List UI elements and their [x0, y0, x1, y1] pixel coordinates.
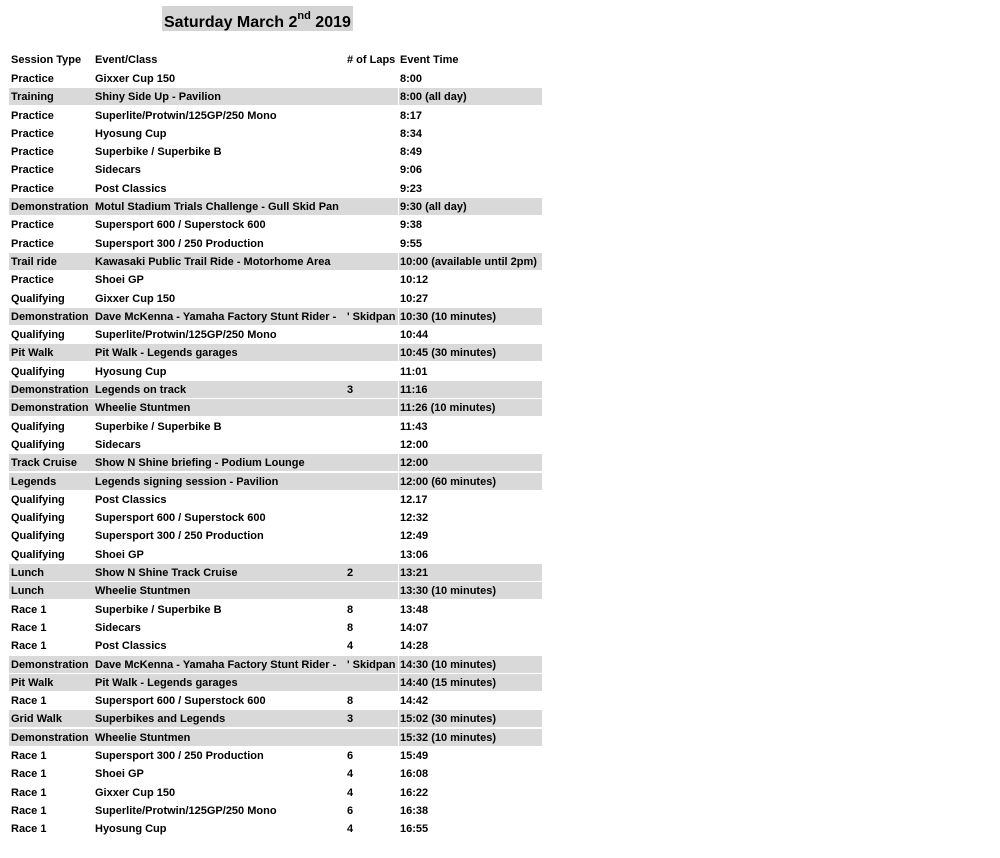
table-row [0, 271, 1000, 289]
table-row [0, 308, 1000, 326]
cell-session-type: Training [9, 88, 93, 105]
title-main: Saturday March 2 [164, 14, 298, 32]
cell-event-time: 12.17 [400, 493, 428, 506]
cell-session-type: Qualifying [11, 329, 65, 342]
table-row [0, 326, 1000, 344]
cell-laps: ' Skidpan [346, 656, 398, 673]
table-header [0, 52, 1000, 68]
cell-session-type: Grid Walk [9, 710, 93, 727]
cell-event-time: 11:26 (10 minutes) [399, 399, 542, 416]
table-row [0, 399, 1000, 417]
cell-event-time: 8:17 [400, 109, 423, 122]
cell-session-type: Track Cruise [9, 454, 93, 471]
table-row [0, 363, 1000, 381]
cell-session-type: Race 1 [11, 768, 47, 781]
table-row [0, 88, 1000, 106]
cell-event-class: Shiny Side Up - Pavilion [93, 88, 346, 105]
cell-laps [346, 107, 398, 124]
cell-laps [346, 509, 398, 526]
table-row [0, 637, 1000, 655]
cell-laps [346, 418, 398, 435]
cell-event-time: 13:48 [400, 603, 429, 616]
cell-event-time: 10:27 [400, 292, 429, 305]
cell-event-class: Post Classics [95, 493, 167, 506]
header-event-class: Event/Class [95, 54, 158, 66]
cell-laps: 4 [347, 786, 354, 799]
cell-event-class: Hyosung Cup [95, 127, 167, 140]
cell-event-time: 9:06 [400, 164, 423, 177]
cell-laps [346, 253, 398, 270]
cell-event-time: 13:06 [400, 548, 429, 561]
cell-event-time: 10:45 (30 minutes) [399, 344, 542, 361]
cell-event-time: 12:00 [399, 454, 542, 471]
cell-session-type: Qualifying [11, 548, 65, 561]
table-row [0, 235, 1000, 253]
title-year: 2019 [310, 14, 351, 32]
cell-laps [346, 436, 398, 453]
title-ordinal: nd [297, 10, 311, 22]
cell-laps [346, 70, 398, 87]
cell-event-time: 11:01 [400, 365, 428, 378]
cell-event-class: Superlite/Protwin/125GP/250 Mono [95, 329, 277, 342]
cell-event-time: 16:22 [400, 786, 429, 799]
cell-session-type: Race 1 [11, 786, 47, 799]
cell-event-time: 11:43 [400, 420, 428, 433]
table-row [0, 582, 1000, 600]
cell-laps [346, 125, 398, 142]
cell-event-class: Superlite/Protwin/125GP/250 Mono [95, 109, 277, 122]
table-row [0, 692, 1000, 710]
cell-event-class: Supersport 600 / Superstock 600 [95, 512, 266, 525]
cell-event-time: 12:32 [400, 512, 429, 525]
cell-laps: 6 [347, 749, 354, 762]
cell-laps [346, 399, 398, 416]
cell-event-class: Shoei GP [95, 548, 144, 561]
table-row [0, 216, 1000, 234]
table-row [0, 381, 1000, 399]
cell-event-time: 10:30 (10 minutes) [399, 308, 542, 325]
cell-session-type: Qualifying [11, 365, 65, 378]
cell-laps: 8 [347, 621, 354, 634]
cell-event-class: Motul Stadium Trials Challenge - Gull Skid Pan [93, 198, 346, 215]
cell-event-class: Superbikes and Legends [93, 710, 346, 727]
cell-event-time: 10:44 [400, 329, 429, 342]
table-row [0, 180, 1000, 198]
cell-event-time: 13:21 [399, 564, 542, 581]
table-row [0, 418, 1000, 436]
cell-event-class: Gixxer Cup 150 [95, 292, 176, 305]
cell-session-type: Demonstration [9, 729, 93, 746]
table-row [0, 546, 1000, 564]
cell-event-time: 14:07 [400, 621, 429, 634]
cell-session-type: Practice [11, 127, 54, 140]
cell-laps [346, 161, 398, 178]
cell-event-class: Pit Walk - Legends garages [93, 344, 346, 361]
table-row [0, 290, 1000, 308]
cell-event-time: 14:30 (10 minutes) [399, 656, 542, 673]
cell-event-class: Kawasaki Public Trail Ride - Motorhome Area [93, 253, 346, 270]
cell-laps [346, 473, 398, 490]
table-row [0, 729, 1000, 747]
cell-event-time: 11:16 [399, 381, 542, 398]
table-row [0, 344, 1000, 362]
cell-laps [346, 546, 398, 563]
table-row [0, 564, 1000, 582]
cell-event-time: 14:42 [400, 695, 429, 708]
cell-event-class: Shoei GP [95, 274, 144, 287]
cell-event-class: Post Classics [95, 182, 167, 195]
cell-laps [346, 344, 398, 361]
cell-event-time: 15:32 (10 minutes) [399, 729, 542, 746]
cell-event-time: 16:08 [400, 768, 429, 781]
cell-session-type: Lunch [9, 564, 93, 581]
cell-event-class: Pit Walk - Legends garages [93, 674, 346, 691]
cell-event-class: Wheelie Stuntmen [93, 399, 346, 416]
cell-laps [346, 454, 398, 471]
cell-event-time: 8:00 [400, 73, 423, 85]
cell-event-class: Post Classics [95, 640, 167, 653]
table-row [0, 253, 1000, 271]
cell-event-time: 10:00 (available until 2pm) [399, 253, 542, 270]
cell-event-time: 16:55 [400, 823, 429, 836]
cell-event-class: Gixxer Cup 150 [95, 786, 176, 799]
cell-session-type: Qualifying [11, 530, 65, 543]
cell-event-class: Supersport 300 / 250 Production [95, 237, 264, 250]
cell-session-type: Practice [11, 237, 54, 250]
cell-session-type: Race 1 [11, 823, 47, 836]
cell-event-class: Legends signing session - Pavilion [93, 473, 346, 490]
table-row [0, 454, 1000, 472]
cell-event-time: 9:30 (all day) [399, 198, 542, 215]
cell-session-type: Practice [11, 73, 54, 85]
cell-event-time: 9:23 [400, 182, 423, 195]
header-event-time: Event Time [400, 54, 459, 66]
cell-session-type: Race 1 [11, 749, 47, 762]
table-row [0, 527, 1000, 545]
cell-event-class: Supersport 300 / 250 Production [95, 749, 264, 762]
cell-session-type: Demonstration [9, 381, 93, 398]
cell-laps [346, 491, 398, 508]
cell-event-class: Sidecars [95, 621, 141, 634]
cell-laps: 4 [347, 640, 354, 653]
cell-laps [346, 674, 398, 691]
table-row [0, 70, 1000, 88]
cell-session-type: Qualifying [11, 292, 65, 305]
cell-session-type: Race 1 [11, 621, 47, 634]
cell-laps: ' Skidpan [346, 308, 398, 325]
table-row [0, 473, 1000, 491]
cell-event-class: Hyosung Cup [95, 365, 167, 378]
cell-event-class: Shoei GP [95, 768, 144, 781]
cell-event-time: 8:00 (all day) [399, 88, 542, 105]
cell-event-class: Supersport 600 / Superstock 600 [95, 219, 266, 232]
cell-session-type: Race 1 [11, 640, 47, 653]
cell-laps: 4 [347, 823, 354, 836]
cell-laps [346, 88, 398, 105]
cell-laps: 2 [346, 564, 398, 581]
cell-laps [346, 729, 398, 746]
cell-event-time: 13:30 (10 minutes) [399, 582, 542, 599]
cell-session-type: Practice [11, 109, 54, 122]
cell-session-type: Race 1 [11, 603, 47, 616]
cell-event-class: Superbike / Superbike B [95, 420, 222, 433]
table-row [0, 107, 1000, 125]
cell-event-class: Supersport 600 / Superstock 600 [95, 695, 266, 708]
table-row [0, 674, 1000, 692]
header-laps: # of Laps [347, 54, 396, 66]
cell-event-time: 14:40 (15 minutes) [399, 674, 542, 691]
table-row [0, 747, 1000, 765]
cell-event-class: Show N Shine briefing - Podium Lounge [93, 454, 346, 471]
cell-laps [346, 180, 398, 197]
page-title [164, 10, 351, 32]
table-row [0, 619, 1000, 637]
cell-event-class: Sidecars [95, 164, 141, 177]
cell-session-type: Qualifying [11, 438, 65, 451]
cell-event-time: 8:34 [400, 127, 423, 140]
table-row [0, 198, 1000, 216]
cell-session-type: Demonstration [9, 656, 93, 673]
cell-laps [346, 143, 398, 160]
cell-laps [346, 527, 398, 544]
cell-event-class: Gixxer Cup 150 [95, 73, 176, 85]
cell-event-class: Legends on track [93, 381, 346, 398]
table-row [0, 765, 1000, 783]
cell-session-type: Demonstration [9, 198, 93, 215]
cell-event-time: 10:12 [400, 274, 429, 287]
cell-laps: 6 [347, 804, 354, 817]
table-row [0, 784, 1000, 802]
cell-session-type: Pit Walk [9, 674, 93, 691]
cell-session-type: Practice [11, 164, 54, 177]
cell-laps: 3 [346, 381, 398, 398]
table-row [0, 161, 1000, 179]
table-row [0, 125, 1000, 143]
cell-session-type: Practice [11, 146, 54, 159]
cell-session-type: Demonstration [9, 308, 93, 325]
cell-event-time: 8:49 [400, 146, 423, 159]
table-row [0, 436, 1000, 454]
cell-event-time: 9:38 [400, 219, 423, 232]
cell-event-time: 14:28 [400, 640, 429, 653]
cell-laps [346, 326, 398, 343]
cell-event-class: Dave McKenna - Yamaha Factory Stunt Rider - [93, 308, 346, 325]
cell-session-type: Practice [11, 182, 54, 195]
cell-laps [346, 582, 398, 599]
cell-event-class: Superbike / Superbike B [95, 146, 222, 159]
cell-session-type: Race 1 [11, 804, 47, 817]
cell-event-class: Show N Shine Track Cruise [93, 564, 346, 581]
cell-session-type: Qualifying [11, 493, 65, 506]
table-row [0, 802, 1000, 820]
table-row [0, 820, 1000, 838]
cell-event-class: Supersport 300 / 250 Production [95, 530, 264, 543]
cell-event-class: Superlite/Protwin/125GP/250 Mono [95, 804, 277, 817]
cell-session-type: Trail ride [9, 253, 93, 270]
cell-laps [346, 198, 398, 215]
cell-laps: 8 [347, 603, 354, 616]
header-session-type: Session Type [11, 54, 82, 66]
table-row [0, 656, 1000, 674]
cell-event-time: 9:55 [400, 237, 423, 250]
table-row [0, 710, 1000, 728]
cell-session-type: Practice [11, 219, 54, 232]
cell-session-type: Lunch [9, 582, 93, 599]
cell-session-type: Practice [11, 274, 54, 287]
table-row [0, 491, 1000, 509]
cell-event-time: 12:49 [400, 530, 429, 543]
cell-laps: 3 [346, 710, 398, 727]
cell-laps [346, 363, 398, 380]
page-title-box [162, 6, 353, 31]
cell-laps: 8 [347, 695, 354, 708]
cell-event-time: 16:38 [400, 804, 429, 817]
cell-event-class: Dave McKenna - Yamaha Factory Stunt Rider - [93, 656, 346, 673]
cell-session-type: Race 1 [11, 695, 47, 708]
cell-laps: 4 [347, 768, 354, 781]
cell-event-time: 12:00 (60 minutes) [399, 473, 542, 490]
cell-session-type: Legends [9, 473, 93, 490]
cell-session-type: Qualifying [11, 512, 65, 525]
table-row [0, 143, 1000, 161]
cell-event-class: Sidecars [95, 438, 141, 451]
cell-event-time: 15:02 (30 minutes) [399, 710, 542, 727]
cell-event-time: 15:49 [400, 749, 429, 762]
cell-laps [346, 290, 398, 307]
table-row [0, 509, 1000, 527]
cell-laps [346, 216, 398, 233]
cell-laps [346, 271, 398, 288]
cell-session-type: Qualifying [11, 420, 65, 433]
cell-event-class: Wheelie Stuntmen [93, 582, 346, 599]
cell-event-class: Hyosung Cup [95, 823, 167, 836]
cell-event-time: 12:00 [400, 438, 429, 451]
cell-event-class: Wheelie Stuntmen [93, 729, 346, 746]
cell-event-class: Superbike / Superbike B [95, 603, 222, 616]
cell-session-type: Demonstration [9, 399, 93, 416]
cell-session-type: Pit Walk [9, 344, 93, 361]
cell-laps [346, 235, 398, 252]
table-row [0, 601, 1000, 619]
schedule-table [0, 70, 1000, 838]
